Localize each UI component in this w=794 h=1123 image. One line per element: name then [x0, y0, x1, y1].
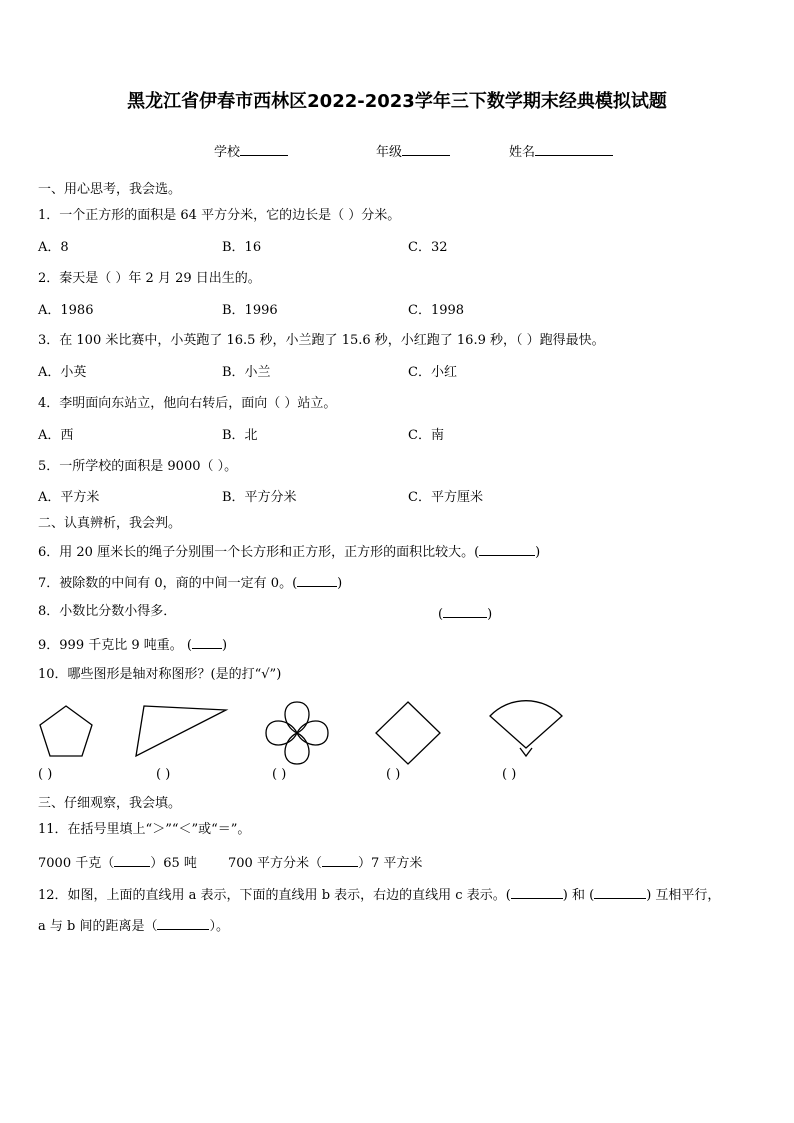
section-3-heading: 三、仔细观察，我会填。	[38, 796, 182, 811]
section-1-heading: 一、用心思考，我会选。	[38, 182, 182, 197]
q12-text-e: ）。	[209, 919, 229, 934]
q5-option-c[interactable]: C．平方厘米	[408, 490, 483, 505]
q11-right-a: 700 平方分米（	[228, 856, 322, 871]
q10-answer-1[interactable]: ( )	[38, 767, 53, 782]
q12-text-d: a 与 b 间的距离是（	[38, 919, 158, 934]
q5-stem: 5．一所学校的面积是 9000（ ）。	[38, 459, 238, 474]
q10-stem: 10．哪些图形是轴对称图形？(是的打“√”)	[38, 667, 282, 682]
q11-left-blank[interactable]	[114, 853, 150, 867]
name-field	[509, 141, 613, 160]
page-title: 黑龙江省伊春市西林区2022-2023学年三下数学期末经典模拟试题	[127, 91, 667, 112]
q7-close: )	[337, 576, 343, 591]
q8-open: (	[438, 607, 444, 622]
q11-left-b: ）65 吨	[150, 856, 197, 871]
q10-answer-5[interactable]: ( )	[502, 767, 517, 782]
q9-answer-blank[interactable]	[192, 635, 222, 649]
q11-left	[38, 853, 197, 872]
section-2-heading: 二、认真辨析，我会判。	[38, 516, 182, 531]
q10-answer-3[interactable]: ( )	[272, 767, 287, 782]
school-label: 学校	[214, 145, 241, 160]
name-label: 姓名	[509, 145, 536, 160]
q6-stem	[38, 542, 540, 561]
q12-line-1	[38, 885, 720, 904]
q2-option-c[interactable]: C．1998	[408, 303, 465, 318]
q8-answer-blank[interactable]	[443, 604, 487, 618]
q1-option-c[interactable]: C．32	[408, 240, 448, 255]
q7-answer-blank[interactable]	[297, 573, 337, 587]
q2-stem: 2．秦天是（ ）年 2 月 29 日出生的。	[38, 271, 261, 286]
q5-option-a[interactable]: A．平方米	[38, 490, 100, 505]
q2-option-b[interactable]: B．1996	[222, 303, 278, 318]
q7-text: 7．被除数的中间有 0，商的中间一定有 0。(	[38, 576, 298, 591]
grade-label: 年级	[376, 145, 403, 160]
q5-option-b[interactable]: B．平方分米	[222, 490, 297, 505]
q12-text-a: 12．如图，上面的直线用 a 表示，下面的直线用 b 表示，右边的直线用 c 表示。(	[38, 888, 511, 903]
fan-figure	[486, 700, 566, 762]
q12-blank-2[interactable]	[594, 885, 646, 899]
q2-option-a[interactable]: A．1986	[38, 303, 94, 318]
grade-field	[376, 141, 450, 160]
diamond-figure	[374, 700, 442, 766]
q11-left-a: 7000 千克（	[38, 856, 115, 871]
school-blank[interactable]	[240, 142, 288, 156]
four-petal-figure	[264, 700, 330, 766]
q12-blank-1[interactable]	[511, 885, 563, 899]
q12-text-b: ) 和 (	[562, 888, 595, 903]
q6-text: 6．用 20 厘米长的绳子分别围一个长方形和正方形，正方形的面积比较大。(	[38, 545, 480, 560]
q12-blank-3[interactable]	[157, 916, 209, 930]
q8-answer	[438, 604, 492, 623]
school-field	[214, 141, 288, 160]
name-blank[interactable]	[535, 142, 613, 156]
q12-text-c: ) 互相平行，	[646, 888, 721, 903]
q8-close: )	[487, 607, 493, 622]
q11-stem: 11．在括号里填上“＞”“＜”或“＝”。	[38, 822, 251, 837]
q4-option-a[interactable]: A．西	[38, 428, 74, 443]
triangle-figure	[132, 700, 230, 760]
q11-right-blank[interactable]	[322, 853, 358, 867]
q4-option-c[interactable]: C．南	[408, 428, 444, 443]
pentagon-figure	[36, 700, 98, 760]
q9-stem	[38, 635, 227, 654]
q4-option-b[interactable]: B．北	[222, 428, 258, 443]
q7-stem	[38, 573, 342, 592]
q11-right-b: ）7 平方米	[357, 856, 423, 871]
q10-answer-2[interactable]: ( )	[156, 767, 171, 782]
q12-line-2	[38, 916, 229, 935]
q1-stem: 1．一个正方形的面积是 64 平方分米，它的边长是（ ）分米。	[38, 208, 401, 223]
q11-right	[228, 853, 422, 872]
q6-answer-blank[interactable]	[479, 542, 535, 556]
grade-blank[interactable]	[402, 142, 450, 156]
q3-option-b[interactable]: B．小兰	[222, 365, 271, 380]
q9-text: 9．999 千克比 9 吨重。 (	[38, 638, 192, 653]
q10-answer-4[interactable]: ( )	[386, 767, 401, 782]
q1-option-b[interactable]: B．16	[222, 240, 262, 255]
q3-option-a[interactable]: A．小英	[38, 365, 87, 380]
q4-stem: 4．李明面向东站立，他向右转后，面向（ ）站立。	[38, 396, 337, 411]
q1-option-a[interactable]: A．8	[38, 240, 69, 255]
q6-close: )	[535, 545, 541, 560]
q3-option-c[interactable]: C．小红	[408, 365, 457, 380]
q3-stem: 3．在 100 米比赛中，小英跑了 16.5 秒，小兰跑了 15.6 秒，小红跑了 16.9 秒，（ ）跑得最快。	[38, 333, 605, 348]
q8-stem: 8．小数比分数小得多．	[38, 604, 177, 619]
q9-close: )	[221, 638, 228, 653]
